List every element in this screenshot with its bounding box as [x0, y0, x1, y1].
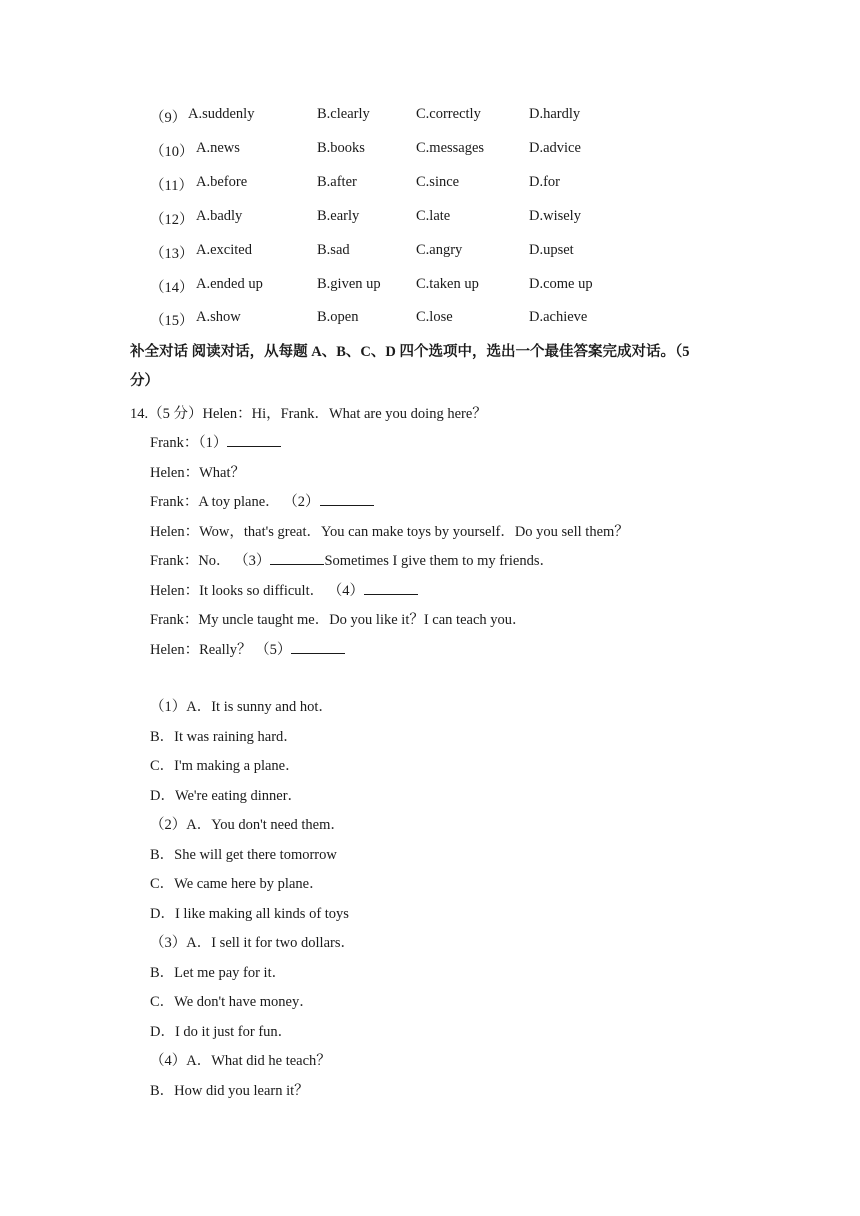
- answer-blank[interactable]: [320, 491, 374, 506]
- answer-blank[interactable]: [364, 580, 418, 595]
- dialogue-text: Helen：Really？ （5）: [150, 641, 292, 658]
- option-a: A.news: [196, 139, 240, 156]
- choice-line: B．Let me pay for it．: [150, 964, 287, 981]
- option-b: B.clearly: [317, 106, 370, 122]
- choice-line: B．How did you learn it？: [150, 1082, 309, 1099]
- dialogue-text: Helen：It looks so difficult． （4）: [150, 582, 364, 599]
- choice-line: B．It was raining hard．: [150, 728, 298, 745]
- dialogue-line: [150, 520, 629, 541]
- option-row: [0, 140, 860, 164]
- option-a: A.ended up: [196, 275, 263, 292]
- option-c: C.taken up: [416, 275, 479, 292]
- option-d: D.advice: [529, 139, 581, 156]
- dialogue-line: [150, 461, 245, 482]
- choice-line: （4）A．What did he teach？: [150, 1053, 331, 1069]
- dialogue-line: [150, 638, 345, 659]
- option-number: （11）: [150, 177, 193, 194]
- option-number: （12）: [150, 211, 194, 228]
- option-a: A.badly: [196, 207, 243, 224]
- option-d: D.come up: [529, 275, 593, 292]
- dialogue-line: [150, 608, 527, 629]
- option-number: （9）: [150, 110, 187, 126]
- option-b: B.open: [317, 309, 359, 326]
- section-heading-line2: 分）: [130, 373, 159, 389]
- answer-blank[interactable]: [291, 639, 345, 654]
- dialogue-line: [150, 549, 554, 570]
- choice-line: B．She will get there tomorrow: [150, 846, 337, 863]
- option-d: D.wisely: [529, 207, 581, 224]
- option-a: A.suddenly: [188, 106, 255, 122]
- section-heading: [130, 338, 750, 396]
- option-a: A.show: [196, 309, 241, 326]
- option-number: （15）: [150, 313, 194, 330]
- option-row: [0, 174, 860, 198]
- dialogue-text: Helen：What？: [150, 464, 246, 481]
- option-row: [0, 106, 860, 130]
- choice-line: C．We came here by plane．: [150, 876, 324, 892]
- choice-line: （1）A．It is sunny and hot．: [150, 699, 333, 715]
- option-d: D.hardly: [529, 106, 581, 122]
- option-c: C.correctly: [416, 106, 481, 122]
- option-c: C.late: [416, 207, 451, 224]
- section-heading-line1: 补全对话 阅读对话，从每题 A、B、C、D 四个选项中，选出一个最佳答案完成对话。（5: [130, 344, 690, 360]
- option-b: B.after: [317, 173, 357, 190]
- option-b: B.books: [317, 139, 365, 156]
- option-row: [0, 276, 860, 300]
- option-c: C.since: [416, 173, 460, 190]
- choice-line: D．I like making all kinds of toys: [150, 905, 349, 922]
- option-a: A.excited: [196, 241, 252, 258]
- option-d: D.upset: [529, 241, 574, 258]
- option-row: [0, 208, 860, 232]
- option-d: D.achieve: [529, 309, 588, 326]
- option-number: （10）: [150, 143, 194, 160]
- dialogue-text: Frank：（1）: [150, 435, 228, 451]
- question-stem: 14.（5 分）Helen：Hi，Frank．What are you doing here？: [130, 406, 487, 422]
- dialogue-text: Frank：My uncle taught me．Do you like it？I can teach you．: [150, 612, 527, 628]
- option-b: B.given up: [317, 275, 381, 292]
- option-c: C.messages: [416, 139, 485, 156]
- option-c: C.lose: [416, 309, 453, 326]
- choice-line: C．We don't have money．: [150, 994, 314, 1010]
- choice-line: D．I do it just for fun．: [150, 1023, 293, 1040]
- dialogue-line: [150, 431, 281, 452]
- option-a: A.before: [196, 173, 248, 190]
- dialogue-text: Frank：A toy plane． （2）: [150, 494, 320, 510]
- option-number: （13）: [150, 245, 194, 262]
- option-b: B.early: [317, 207, 360, 224]
- option-b: B.sad: [317, 241, 350, 258]
- choice-line: D．We're eating dinner．: [150, 787, 303, 804]
- option-number: （14）: [150, 279, 194, 296]
- option-row: [0, 309, 860, 333]
- dialogue-text: Frank：No． （3）: [150, 553, 271, 569]
- answer-blank[interactable]: [227, 432, 281, 447]
- option-d: D.for: [529, 173, 561, 190]
- option-row: [0, 242, 860, 266]
- dialogue-text: Helen：Wow，that's great．You can make toys by yourself．Do you sell them？: [150, 523, 629, 540]
- dialogue-line: [150, 490, 374, 511]
- dialogue-text-after: Sometimes I give them to my friends．: [324, 553, 554, 569]
- choice-line: （2）A．You don't need them．: [150, 817, 345, 833]
- choice-line: （3）A．I sell it for two dollars．: [150, 935, 355, 951]
- dialogue-line: [150, 579, 418, 600]
- choice-line: C．I'm making a plane．: [150, 758, 300, 774]
- answer-blank[interactable]: [270, 550, 324, 565]
- option-c: C.angry: [416, 241, 463, 258]
